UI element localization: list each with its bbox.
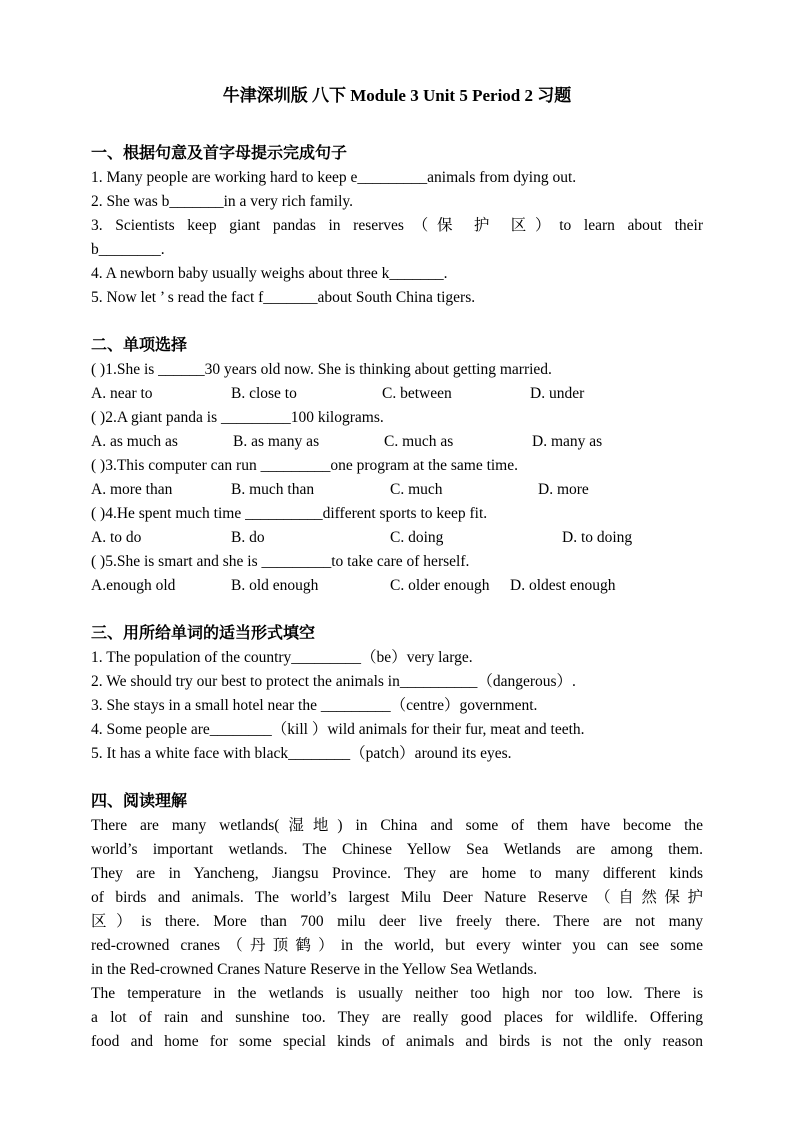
mc-option: C. between (382, 385, 452, 402)
mc-option: D. under (530, 385, 585, 402)
question-line: 4. Some people are________（kill ）wild animals for their fur, meat and teeth. (91, 721, 585, 738)
mc-option: B. do (231, 529, 265, 546)
section-sentence-completion (91, 142, 703, 310)
mc-option: A. as much as (91, 433, 178, 450)
question-line: 1. The population of the country_________（be）very large. (91, 649, 473, 666)
mc-options (91, 430, 703, 454)
section-reading (91, 790, 703, 1054)
mc-options (91, 526, 703, 550)
section-word-form (91, 622, 703, 766)
mc-option: A. to do (91, 529, 142, 546)
mc-question-stem: ( )2.A giant panda is _________100 kilograms. (91, 409, 384, 426)
mc-question-stem: ( )3.This computer can run _________one program at the same time. (91, 457, 518, 474)
mc-option: D. more (538, 481, 589, 498)
question-line: 5. Now let ’ s read the fact f_______about South China tigers. (91, 289, 476, 306)
page-title: 牛津深圳版 八下 Module 3 Unit 5 Period 2 习题 (222, 86, 572, 105)
passage-line: 区）is there. More than 700 milu deer live freely there. There are not many (91, 913, 703, 930)
mc-option: B. much than (231, 481, 315, 498)
mc-option: A. near to (91, 385, 153, 402)
passage-line: red-crowned cranes（丹顶鹤）in the world, but every winter you can see some (91, 937, 703, 954)
mc-options (91, 574, 703, 598)
question-line: 1. Many people are working hard to keep e_________animals from dying out. (91, 169, 577, 186)
mc-option: B. close to (231, 385, 297, 402)
question-line: 2. She was b_______in a very rich family. (91, 193, 354, 210)
question-line: 3. Scientists keep giant pandas in reserves（保 护 区）to learn about their (91, 217, 703, 234)
mc-option: C. doing (390, 529, 444, 546)
mc-question-stem: ( )1.She is ______30 years old now. She is thinking about getting married. (91, 361, 552, 378)
passage-line: of birds and animals. The world’s largest Milu Deer Nature Reserve（自然保护 (91, 889, 703, 906)
question-line: 4. A newborn baby usually weighs about three k_______. (91, 265, 448, 282)
mc-question-stem: ( )4.He spent much time __________different sports to keep fit. (91, 505, 488, 522)
mc-option: B. old enough (231, 577, 319, 594)
mc-option: D. oldest enough (510, 577, 616, 594)
passage-line: in the Red-crowned Cranes Nature Reserve in the Yellow Sea Wetlands. (91, 961, 538, 978)
passage-line: There are many wetlands(湿地) in China and some of them have become the (91, 817, 703, 834)
passage-line: a lot of rain and sunshine too. They are really good places for wildlife. Offering (91, 1009, 703, 1026)
mc-options (91, 382, 703, 406)
question-line: 3. She stays in a small hotel near the _________（centre）government. (91, 697, 538, 714)
mc-option: A.enough old (91, 577, 176, 594)
question-line: 2. We should try our best to protect the animals in__________（dangerous）. (91, 673, 576, 690)
mc-option: C. much (390, 481, 443, 498)
passage-line: world’s important wetlands. The Chinese Yellow Sea Wetlands are among them. (91, 841, 703, 858)
mc-option: D. many as (532, 433, 603, 450)
section-heading: 一、根据句意及首字母提示完成句子 (91, 145, 348, 162)
mc-option: C. much as (384, 433, 454, 450)
passage-line: food and home for some special kinds of animals and birds is not the only reason (91, 1033, 703, 1050)
reading-passage (91, 814, 703, 1054)
section-multiple-choice (91, 334, 703, 598)
section-heading: 三、用所给单词的适当形式填空 (91, 625, 316, 642)
section-heading: 二、单项选择 (91, 337, 188, 354)
mc-option: D. to doing (562, 529, 633, 546)
passage-line: The temperature in the wetlands is usually neither too high nor too low. There is (91, 985, 703, 1002)
mc-options (91, 478, 703, 502)
worksheet-page (91, 84, 703, 1054)
question-line: 5. It has a white face with black________（patch）around its eyes. (91, 745, 512, 762)
mc-option: A. more than (91, 481, 173, 498)
mc-option: C. older enough (390, 577, 490, 594)
mc-option: B. as many as (233, 433, 320, 450)
passage-line: They are in Yancheng, Jiangsu Province. They are home to many different kinds (91, 865, 703, 882)
question-line: b________. (91, 241, 165, 258)
mc-question-stem: ( )5.She is smart and she is _________to take care of herself. (91, 553, 470, 570)
section-heading: 四、阅读理解 (91, 793, 188, 810)
